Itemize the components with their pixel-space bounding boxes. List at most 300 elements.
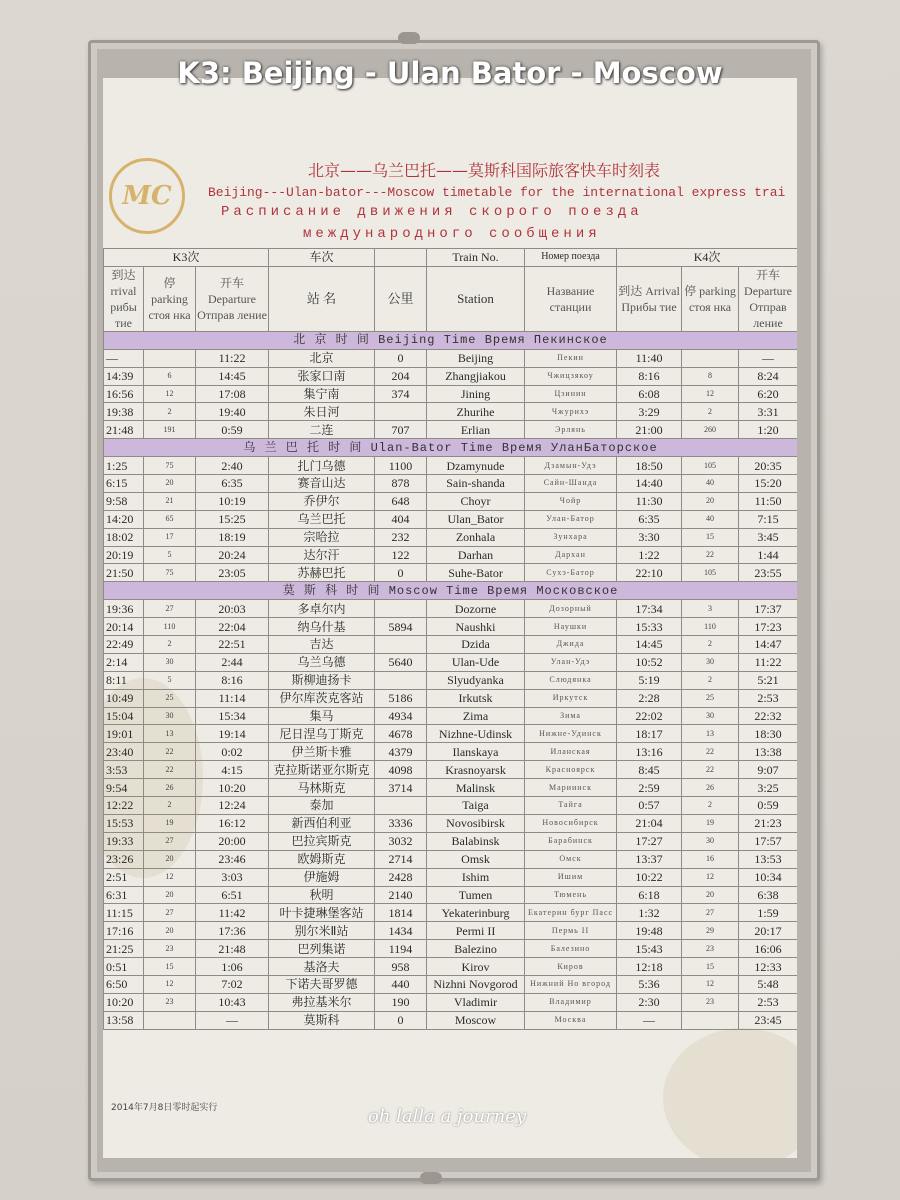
parking-k3: 20 xyxy=(144,475,196,493)
arrival-k4: 6:08 xyxy=(617,385,682,403)
arrival-k3: 9:54 xyxy=(104,779,144,797)
parking-k3: 75 xyxy=(144,564,196,582)
distance-km: 5894 xyxy=(375,618,427,636)
arrival-k4: 2:59 xyxy=(617,779,682,797)
arrival-k4: 13:16 xyxy=(617,743,682,761)
arrival-k4: 17:34 xyxy=(617,600,682,618)
station-name-zh: 新西伯利亚 xyxy=(269,814,375,832)
header-k4: K4次 xyxy=(617,249,797,267)
parking-k4: 26 xyxy=(682,779,739,797)
station-name-zh: 乌兰巴托 xyxy=(269,510,375,528)
parking-k3: 27 xyxy=(144,600,196,618)
table-row xyxy=(104,421,798,439)
parking-k3: 27 xyxy=(144,904,196,922)
parking-k4: 22 xyxy=(682,743,739,761)
header-blank xyxy=(375,249,427,267)
distance-km: 232 xyxy=(375,528,427,546)
departure-k4: 2:53 xyxy=(739,689,797,707)
departure-k3: 22:51 xyxy=(196,636,269,654)
station-name-en: Irkutsk xyxy=(427,689,525,707)
station-name-ru: Сайн-Шанда xyxy=(525,475,617,493)
arrival-k3: 10:20 xyxy=(104,993,144,1011)
station-name-en: Zima xyxy=(427,707,525,725)
departure-k4: 13:53 xyxy=(739,850,797,868)
header-train-ru: Номер поезда xyxy=(525,249,617,267)
time-zone-band xyxy=(104,582,798,600)
station-name-ru: Сухэ-Батор xyxy=(525,564,617,582)
distance-km xyxy=(375,636,427,654)
distance-km: 4934 xyxy=(375,707,427,725)
header-k4-arrival: 到达 Arrival Прибы тие xyxy=(617,266,682,331)
station-name-en: Erlian xyxy=(427,421,525,439)
table-row xyxy=(104,367,798,385)
arrival-k4: 3:30 xyxy=(617,528,682,546)
header-train-en: Train No. xyxy=(427,249,525,267)
departure-k4: 6:38 xyxy=(739,886,797,904)
distance-km: 1100 xyxy=(375,457,427,475)
parking-k3: 20 xyxy=(144,850,196,868)
station-name-zh: 朱日河 xyxy=(269,403,375,421)
distance-km: 3714 xyxy=(375,779,427,797)
departure-k3: 6:51 xyxy=(196,886,269,904)
station-name-zh: 别尔米Ⅱ站 xyxy=(269,922,375,940)
departure-k4: 17:57 xyxy=(739,832,797,850)
distance-km: 0 xyxy=(375,349,427,367)
arrival-k4: 6:18 xyxy=(617,886,682,904)
station-name-zh: 莫斯科 xyxy=(269,1011,375,1029)
station-name-ru: Москва xyxy=(525,1011,617,1029)
time-zone-band xyxy=(104,439,798,457)
station-name-en: Ishim xyxy=(427,868,525,886)
station-name-zh: 集宁南 xyxy=(269,385,375,403)
distance-km: 5186 xyxy=(375,689,427,707)
station-name-en: Jining xyxy=(427,385,525,403)
station-name-zh: 秋明 xyxy=(269,886,375,904)
parking-k3: 2 xyxy=(144,403,196,421)
time-zone-label: 北 京 时 间 Beijing Time Время Пекинское xyxy=(104,331,798,349)
station-name-zh: 下诺夫哥罗德 xyxy=(269,975,375,993)
departure-k3: 11:22 xyxy=(196,349,269,367)
station-name-ru: Улан-Батор xyxy=(525,510,617,528)
departure-k4: 12:33 xyxy=(739,958,797,976)
station-name-ru: Наушки xyxy=(525,618,617,636)
station-name-zh: 乔伊尔 xyxy=(269,492,375,510)
distance-km: 1194 xyxy=(375,940,427,958)
header-station-zh: 站 名 xyxy=(269,266,375,331)
departure-k4: 3:31 xyxy=(739,403,797,421)
parking-k4: 30 xyxy=(682,707,739,725)
arrival-k4: 17:27 xyxy=(617,832,682,850)
station-name-en: Nizhne-Udinsk xyxy=(427,725,525,743)
arrival-k3: 10:49 xyxy=(104,689,144,707)
arrival-k4: 11:30 xyxy=(617,492,682,510)
header-km: 公里 xyxy=(375,266,427,331)
distance-km: 2428 xyxy=(375,868,427,886)
arrival-k4: 10:52 xyxy=(617,653,682,671)
parking-k4: 8 xyxy=(682,367,739,385)
parking-k4: 3 xyxy=(682,600,739,618)
table-row xyxy=(104,475,798,493)
arrival-k4: 5:19 xyxy=(617,671,682,689)
departure-k4: 3:45 xyxy=(739,528,797,546)
effective-date-note: 2014年7月8日零时起实行 xyxy=(111,1103,218,1113)
arrival-k3: 19:01 xyxy=(104,725,144,743)
parking-k4: 260 xyxy=(682,421,739,439)
parking-k3: 2 xyxy=(144,636,196,654)
table-row xyxy=(104,797,798,815)
parking-k4: 2 xyxy=(682,403,739,421)
arrival-k3: 6:15 xyxy=(104,475,144,493)
parking-k4: 22 xyxy=(682,546,739,564)
title-russian-line2: международного сообщения xyxy=(303,226,601,242)
station-name-zh: 叶卡捷琳堡客站 xyxy=(269,904,375,922)
parking-k3: 23 xyxy=(144,993,196,1011)
station-name-en: Sain-shanda xyxy=(427,475,525,493)
parking-k3: 65 xyxy=(144,510,196,528)
departure-k3: 7:02 xyxy=(196,975,269,993)
station-name-ru: Слюдянка xyxy=(525,671,617,689)
table-row xyxy=(104,886,798,904)
distance-km: 1814 xyxy=(375,904,427,922)
paper-stain xyxy=(663,1028,797,1158)
timetable-sheet xyxy=(103,78,797,1158)
table-row xyxy=(104,510,798,528)
station-name-ru: Улан-Удэ xyxy=(525,653,617,671)
overlay-title: K3: Beijing - Ulan Bator - Moscow xyxy=(177,56,723,90)
parking-k4: 16 xyxy=(682,850,739,868)
parking-k4: 23 xyxy=(682,993,739,1011)
header-station-en: Station xyxy=(427,266,525,331)
arrival-k3: 21:50 xyxy=(104,564,144,582)
station-name-en: Choyr xyxy=(427,492,525,510)
distance-km: 204 xyxy=(375,367,427,385)
station-name-zh: 泰加 xyxy=(269,797,375,815)
arrival-k3: — xyxy=(104,349,144,367)
frame-screw xyxy=(420,1172,442,1184)
departure-k3: 15:34 xyxy=(196,707,269,725)
arrival-k4: 5:36 xyxy=(617,975,682,993)
arrival-k4: 12:18 xyxy=(617,958,682,976)
station-name-zh: 扎门乌德 xyxy=(269,457,375,475)
table-row xyxy=(104,653,798,671)
parking-k4: 2 xyxy=(682,797,739,815)
table-row xyxy=(104,492,798,510)
arrival-k4: 1:22 xyxy=(617,546,682,564)
departure-k4: 23:45 xyxy=(739,1011,797,1029)
distance-km: 878 xyxy=(375,475,427,493)
departure-k4: 17:23 xyxy=(739,618,797,636)
header-train-zh: 车次 xyxy=(269,249,375,267)
departure-k4: 15:20 xyxy=(739,475,797,493)
departure-k4: 5:48 xyxy=(739,975,797,993)
station-name-en: Malinsk xyxy=(427,779,525,797)
departure-k3: 20:03 xyxy=(196,600,269,618)
time-zone-label: 乌 兰 巴 托 时 间 Ulan-Bator Time Время УланБаторское xyxy=(104,439,798,457)
station-name-zh: 弗拉基米尔 xyxy=(269,993,375,1011)
station-name-en: Zonhala xyxy=(427,528,525,546)
station-name-en: Darhan xyxy=(427,546,525,564)
parking-k4: 15 xyxy=(682,958,739,976)
table-row xyxy=(104,546,798,564)
departure-k3: 11:42 xyxy=(196,904,269,922)
station-name-en: Kirov xyxy=(427,958,525,976)
station-name-ru: Мариинск xyxy=(525,779,617,797)
arrival-k4: 2:28 xyxy=(617,689,682,707)
distance-km: 648 xyxy=(375,492,427,510)
parking-k3 xyxy=(144,349,196,367)
arrival-k3: 23:40 xyxy=(104,743,144,761)
distance-km: 190 xyxy=(375,993,427,1011)
station-name-en: Krasnoyarsk xyxy=(427,761,525,779)
arrival-k3: 12:22 xyxy=(104,797,144,815)
parking-k3: 22 xyxy=(144,761,196,779)
table-row xyxy=(104,779,798,797)
timetable-table xyxy=(103,248,797,1030)
station-name-ru: Киров xyxy=(525,958,617,976)
departure-k4: 2:53 xyxy=(739,993,797,1011)
parking-k4: 29 xyxy=(682,922,739,940)
departure-k3: 10:19 xyxy=(196,492,269,510)
parking-k3: 110 xyxy=(144,618,196,636)
arrival-k4: 2:30 xyxy=(617,993,682,1011)
arrival-k3: 9:58 xyxy=(104,492,144,510)
station-name-zh: 尼日涅乌丁斯克 xyxy=(269,725,375,743)
station-name-ru: Чжицзякоу xyxy=(525,367,617,385)
arrival-k4: 22:02 xyxy=(617,707,682,725)
station-name-en: Tumen xyxy=(427,886,525,904)
arrival-k3: 19:33 xyxy=(104,832,144,850)
distance-km xyxy=(375,403,427,421)
arrival-k3: 1:25 xyxy=(104,457,144,475)
parking-k3: 12 xyxy=(144,868,196,886)
station-name-en: Dozorne xyxy=(427,600,525,618)
distance-km: 3032 xyxy=(375,832,427,850)
table-row xyxy=(104,457,798,475)
arrival-k3: 16:56 xyxy=(104,385,144,403)
station-name-ru: Балезино xyxy=(525,940,617,958)
departure-k4: 7:15 xyxy=(739,510,797,528)
table-row xyxy=(104,832,798,850)
timetable-body xyxy=(104,331,798,1029)
arrival-k3: 20:14 xyxy=(104,618,144,636)
parking-k4: 13 xyxy=(682,725,739,743)
arrival-k3: 13:58 xyxy=(104,1011,144,1029)
arrival-k4: 19:48 xyxy=(617,922,682,940)
arrival-k3: 21:25 xyxy=(104,940,144,958)
departure-k3: 4:15 xyxy=(196,761,269,779)
station-name-ru: Пермь II xyxy=(525,922,617,940)
timetable-header xyxy=(103,78,797,248)
arrival-k3: 15:53 xyxy=(104,814,144,832)
parking-k4: 30 xyxy=(682,653,739,671)
arrival-k3: 6:31 xyxy=(104,886,144,904)
table-row xyxy=(104,975,798,993)
railway-logo: MC xyxy=(109,158,185,234)
station-name-ru: Чойр xyxy=(525,492,617,510)
parking-k4 xyxy=(682,349,739,367)
departure-k4: 11:50 xyxy=(739,492,797,510)
departure-k4: 0:59 xyxy=(739,797,797,815)
station-name-en: Ulan-Ude xyxy=(427,653,525,671)
departure-k4: — xyxy=(739,349,797,367)
table-row xyxy=(104,564,798,582)
departure-k3: 1:06 xyxy=(196,958,269,976)
arrival-k4: 14:40 xyxy=(617,475,682,493)
station-name-en: Suhe-Bator xyxy=(427,564,525,582)
header-arrival: 到达 rrival рибы тие xyxy=(104,266,144,331)
departure-k3: 20:24 xyxy=(196,546,269,564)
arrival-k3: 8:11 xyxy=(104,671,144,689)
station-name-zh: 多卓尔内 xyxy=(269,600,375,618)
parking-k3: 20 xyxy=(144,922,196,940)
station-name-zh: 苏赫巴托 xyxy=(269,564,375,582)
parking-k3: 6 xyxy=(144,367,196,385)
arrival-k4: 18:17 xyxy=(617,725,682,743)
distance-km: 3336 xyxy=(375,814,427,832)
parking-k3 xyxy=(144,1011,196,1029)
departure-k3: — xyxy=(196,1011,269,1029)
departure-k4: 11:22 xyxy=(739,653,797,671)
arrival-k3: 17:16 xyxy=(104,922,144,940)
distance-km: 404 xyxy=(375,510,427,528)
arrival-k3: 2:51 xyxy=(104,868,144,886)
station-name-zh: 纳乌什基 xyxy=(269,618,375,636)
departure-k3: 17:08 xyxy=(196,385,269,403)
parking-k4: 2 xyxy=(682,636,739,654)
header-parking: 停 parking стоя нка xyxy=(144,266,196,331)
departure-k3: 14:45 xyxy=(196,367,269,385)
departure-k3: 20:00 xyxy=(196,832,269,850)
distance-km: 0 xyxy=(375,1011,427,1029)
station-name-en: Novosibirsk xyxy=(427,814,525,832)
distance-km: 707 xyxy=(375,421,427,439)
table-row xyxy=(104,761,798,779)
header-k4-departure: 开车 Departure Отправ ление xyxy=(739,266,797,331)
parking-k3: 13 xyxy=(144,725,196,743)
station-name-zh: 马林斯克 xyxy=(269,779,375,797)
station-name-en: Slyudyanka xyxy=(427,671,525,689)
station-name-en: Balezino xyxy=(427,940,525,958)
parking-k4: 23 xyxy=(682,940,739,958)
departure-k4: 18:30 xyxy=(739,725,797,743)
departure-k3: 0:02 xyxy=(196,743,269,761)
parking-k3: 20 xyxy=(144,886,196,904)
departure-k3: 10:20 xyxy=(196,779,269,797)
arrival-k4: 10:22 xyxy=(617,868,682,886)
departure-k3: 23:46 xyxy=(196,850,269,868)
table-row xyxy=(104,958,798,976)
parking-k4: 12 xyxy=(682,385,739,403)
departure-k3: 22:04 xyxy=(196,618,269,636)
arrival-k4: 6:35 xyxy=(617,510,682,528)
arrival-k4: 13:37 xyxy=(617,850,682,868)
parking-k4: 110 xyxy=(682,618,739,636)
station-name-en: Moscow xyxy=(427,1011,525,1029)
arrival-k3: 19:38 xyxy=(104,403,144,421)
parking-k3: 12 xyxy=(144,385,196,403)
parking-k3: 75 xyxy=(144,457,196,475)
departure-k4: 6:20 xyxy=(739,385,797,403)
table-row xyxy=(104,618,798,636)
arrival-k3: 15:04 xyxy=(104,707,144,725)
station-name-en: Dzida xyxy=(427,636,525,654)
table-row xyxy=(104,528,798,546)
station-name-zh: 伊施姆 xyxy=(269,868,375,886)
table-row xyxy=(104,814,798,832)
station-name-en: Nizhni Novgorod xyxy=(427,975,525,993)
station-name-zh: 宗哈拉 xyxy=(269,528,375,546)
distance-km: 1434 xyxy=(375,922,427,940)
station-name-en: Yekaterinburg xyxy=(427,904,525,922)
station-name-ru: Тайга xyxy=(525,797,617,815)
departure-k3: 17:36 xyxy=(196,922,269,940)
arrival-k3: 0:51 xyxy=(104,958,144,976)
departure-k3: 11:14 xyxy=(196,689,269,707)
arrival-k3: 23:26 xyxy=(104,850,144,868)
station-name-zh: 二连 xyxy=(269,421,375,439)
departure-k3: 12:24 xyxy=(196,797,269,815)
departure-k4: 10:34 xyxy=(739,868,797,886)
station-name-zh: 吉达 xyxy=(269,636,375,654)
departure-k4: 23:55 xyxy=(739,564,797,582)
parking-k4: 40 xyxy=(682,475,739,493)
departure-k4: 20:35 xyxy=(739,457,797,475)
station-name-zh: 巴拉宾斯克 xyxy=(269,832,375,850)
arrival-k4: 8:45 xyxy=(617,761,682,779)
station-name-en: Naushki xyxy=(427,618,525,636)
station-name-zh: 张家口南 xyxy=(269,367,375,385)
distance-km: 4098 xyxy=(375,761,427,779)
station-name-zh: 克拉斯诺亚尔斯克 xyxy=(269,761,375,779)
parking-k3: 30 xyxy=(144,707,196,725)
departure-k3: 3:03 xyxy=(196,868,269,886)
station-name-en: Omsk xyxy=(427,850,525,868)
station-name-zh: 欧姆斯克 xyxy=(269,850,375,868)
arrival-k4: 21:04 xyxy=(617,814,682,832)
frame-screw xyxy=(398,32,420,44)
time-zone-band xyxy=(104,331,798,349)
parking-k4: 27 xyxy=(682,904,739,922)
station-name-ru: Зунхара xyxy=(525,528,617,546)
parking-k4: 105 xyxy=(682,564,739,582)
table-row xyxy=(104,403,798,421)
departure-k3: 0:59 xyxy=(196,421,269,439)
station-name-zh: 斯柳迪扬卡 xyxy=(269,671,375,689)
distance-km: 958 xyxy=(375,958,427,976)
station-name-en: Zhangjiakou xyxy=(427,367,525,385)
departure-k3: 10:43 xyxy=(196,993,269,1011)
table-row xyxy=(104,349,798,367)
distance-km xyxy=(375,671,427,689)
parking-k4: 30 xyxy=(682,832,739,850)
parking-k3: 2 xyxy=(144,797,196,815)
departure-k3: 2:44 xyxy=(196,653,269,671)
title-chinese: 北京——乌兰巴托——莫斯科国际旅客快车时刻表 xyxy=(308,161,661,180)
parking-k3: 5 xyxy=(144,671,196,689)
parking-k3: 21 xyxy=(144,492,196,510)
table-row xyxy=(104,707,798,725)
departure-k4: 21:23 xyxy=(739,814,797,832)
station-name-ru: Чжурихэ xyxy=(525,403,617,421)
arrival-k3: 21:48 xyxy=(104,421,144,439)
photographer-signature: oh lalla a journey xyxy=(368,1106,527,1127)
arrival-k3: 19:36 xyxy=(104,600,144,618)
distance-km: 440 xyxy=(375,975,427,993)
table-row xyxy=(104,850,798,868)
departure-k3: 15:25 xyxy=(196,510,269,528)
station-name-en: Balabinsk xyxy=(427,832,525,850)
station-name-zh: 集马 xyxy=(269,707,375,725)
